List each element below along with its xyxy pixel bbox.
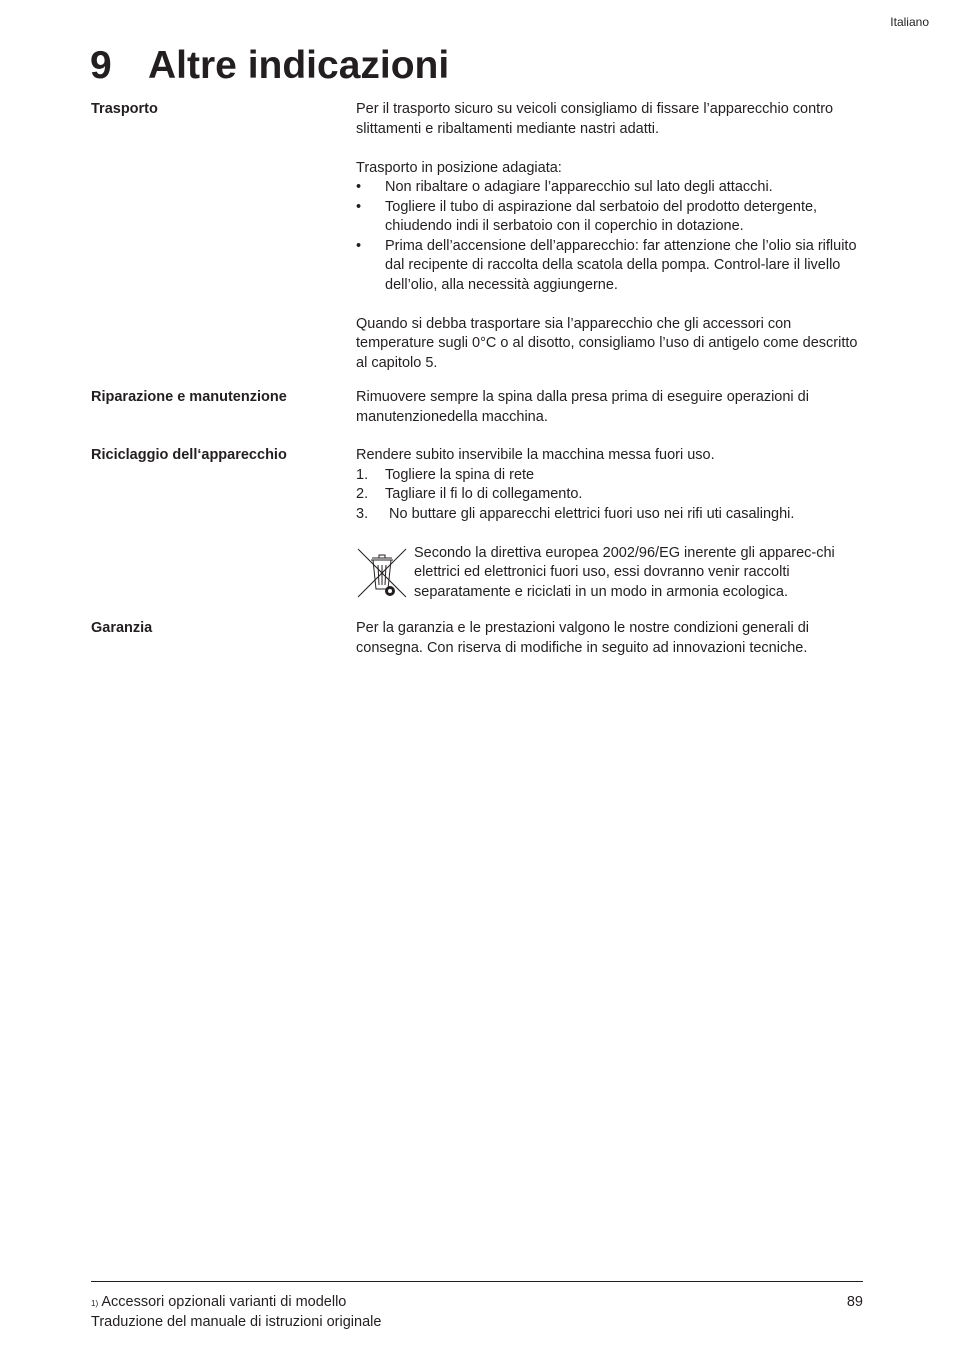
paragraph: Trasporto in posizione adagiata: bbox=[356, 159, 562, 176]
list-item: 3. No buttare gli apparecchi elettrici fuori uso nei rifi uti casalinghi. bbox=[356, 505, 868, 525]
footnote-marker: 1) bbox=[91, 1299, 99, 1308]
numbered-list bbox=[356, 466, 868, 525]
bullet-list bbox=[356, 178, 868, 295]
list-item: 2. Tagliare il fi lo di collegamento. bbox=[356, 485, 868, 505]
section-label-riciclaggio: Riciclaggio dell‘apparecchio bbox=[91, 447, 287, 463]
section-label-garanzia: Garanzia bbox=[91, 620, 153, 636]
footnote: $^{1)}$ Accessori opzionali varianti di modello bbox=[91, 1294, 347, 1310]
bullet-marker: • bbox=[356, 237, 362, 254]
section-body-garanzia bbox=[356, 619, 868, 658]
footer-divider bbox=[91, 1281, 863, 1282]
section-body-trasporto bbox=[356, 100, 868, 373]
page-number: 89 bbox=[846, 1294, 863, 1310]
section-label-riparazione: Riparazione e manutenzione bbox=[91, 389, 287, 405]
list-item: • Togliere il tubo di aspirazione dal serbatoio del prodotto detergente, chiudendo indi il serbatoio con il coperchio in dotazione. bbox=[356, 198, 818, 234]
section-body-riparazione bbox=[356, 388, 868, 427]
paragraph: Per la garanzia e le prestazioni valgono le nostre condizioni generali di consegna. Con riserva di modifiche in seguito ad innovazioni tecniche. bbox=[356, 620, 809, 656]
paragraph: Per il trasporto sicuro su veicoli consigliamo di fissare l’apparecchio contro slittamenti e ribaltamenti mediante nastri adatti. bbox=[356, 101, 834, 137]
list-item: • Prima dell’accensione dell’apparecchio: far attenzione che l’olio sia rifluito dal recipente di raccolta della scatola della pompa. Control-lare il livello dell’olio, alla necessità aggiungerne. bbox=[356, 237, 857, 293]
chapter-heading bbox=[90, 40, 449, 92]
weee-notice bbox=[356, 544, 868, 603]
paragraph: Rendere subito inservibile la macchina messa fuori uso. bbox=[356, 447, 715, 463]
step-number: 3. bbox=[356, 505, 369, 522]
bullet-marker: • bbox=[356, 179, 362, 195]
paragraph: Rimuovere sempre la spina dalla presa prima di eseguire operazioni di manutenzionedella macchina. bbox=[356, 389, 809, 425]
step-number: 2. bbox=[356, 486, 369, 502]
list-item: 1. Togliere la spina di rete bbox=[356, 466, 868, 486]
section-body-riciclaggio bbox=[356, 446, 868, 602]
language-label: Italiano bbox=[890, 15, 929, 29]
paragraph: Quando si debba trasportare sia l’apparecchio che gli accessori con temperature sugli 0°C o al disotto, consigliamo l’uso di antigelo come descritto al capitolo 5. bbox=[356, 315, 858, 371]
footer-notes bbox=[91, 1292, 381, 1332]
chapter-title: Altre indicazioni bbox=[148, 44, 450, 87]
translation-note: Traduzione del manuale di istruzioni originale bbox=[91, 1314, 382, 1330]
bullet-marker: • bbox=[356, 198, 362, 215]
chapter-number: 9 bbox=[90, 44, 112, 87]
list-item: • Non ribaltare o adagiare l’apparecchio sul lato degli attacchi. bbox=[356, 178, 868, 198]
step-number: 1. bbox=[356, 466, 369, 483]
crossed-out-wheelie-bin-icon bbox=[356, 547, 408, 599]
weee-text: Secondo la direttiva europea 2002/96/EG inerente gli apparec-chi elettrici ed elettronici fuori uso, essi dovranno venir raccolti separatamente e riciclati in un modo in armonia ecologica. bbox=[414, 544, 835, 600]
section-label-trasporto: Trasporto bbox=[91, 101, 158, 117]
